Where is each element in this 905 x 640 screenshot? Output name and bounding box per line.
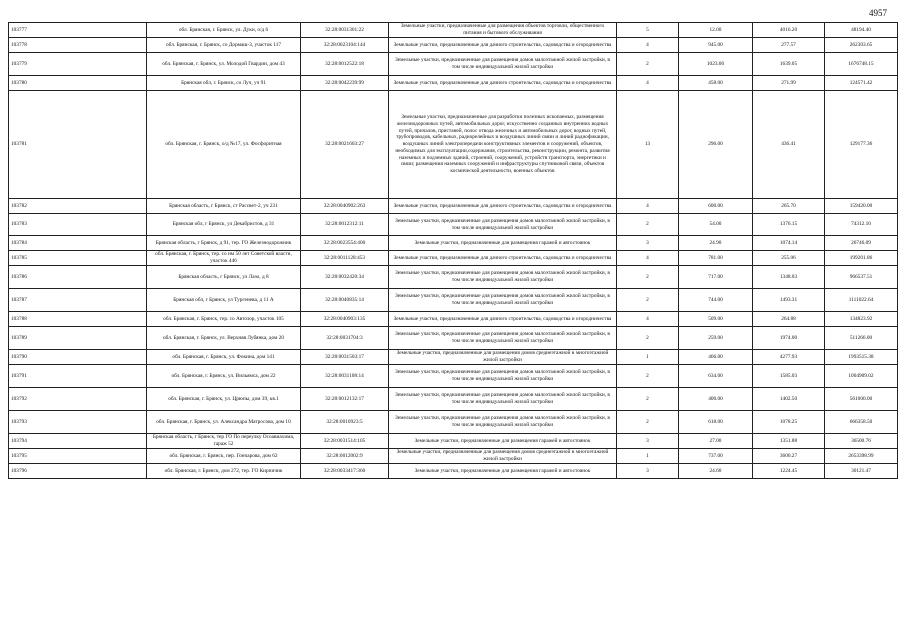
row-address: обл. Брянская, г. Брянск, ул. Александра Матросова, дом 10 (147, 411, 301, 434)
row-area: 744.00 (679, 289, 753, 312)
row-group: 2 (617, 289, 679, 312)
row-id: 103788 (9, 312, 147, 327)
row-address: обл. Брянская, г. Брянск, ул. Дуки, о/д 6 (147, 23, 301, 38)
row-group: 4 (617, 38, 679, 53)
row-id: 103783 (9, 214, 147, 236)
row-specific-value: 255.06 (753, 251, 825, 266)
table-row (9, 464, 898, 479)
row-cadastral-value: 30121.47 (825, 464, 898, 479)
row-id: 103782 (9, 199, 147, 214)
row-cadastral-value: 966537.51 (825, 266, 898, 289)
row-id: 103785 (9, 251, 147, 266)
row-cadastral-value: 26746.09 (825, 236, 898, 251)
row-area: 296.00 (679, 91, 753, 199)
row-id: 103777 (9, 23, 147, 38)
row-cadastral-number: 32:28:0032420:34 (301, 266, 389, 289)
row-cadastral-number: 32:28:0021603:27 (301, 91, 389, 199)
row-address: обл. Брянская, г. Брянск, о/д №17, ул. Фосфоритная (147, 91, 301, 199)
table-row (9, 53, 898, 76)
row-address: обл. Брянская, г. Брянск, дом 272, тер. ГО Кирпичик (147, 464, 301, 479)
row-area: 781.00 (679, 251, 753, 266)
table-row (9, 214, 898, 236)
row-cadastral-value: 134823.92 (825, 312, 898, 327)
row-land-use: Земельные участки, предназначенные для размещения гаражей и автостоянок (389, 464, 617, 479)
row-cadastral-number: 32:28:0031301:22 (301, 23, 389, 38)
row-cadastral-value: 1993515.38 (825, 350, 898, 365)
table-row (9, 91, 898, 199)
row-area: 1023.00 (679, 53, 753, 76)
row-specific-value: 271.99 (753, 76, 825, 91)
row-specific-value: 4277.93 (753, 350, 825, 365)
row-cadastral-value: 1676748.15 (825, 53, 898, 76)
row-specific-value: 1074.14 (753, 236, 825, 251)
table-row (9, 76, 898, 91)
row-area: 737.00 (679, 449, 753, 464)
row-cadastral-value: 159420.00 (825, 199, 898, 214)
row-land-use: Земельные участки, предназначенные для размещения домов среднеэтажной и многоэтажной жилой застройки (389, 449, 617, 464)
row-address: Брянская область, г Брянск, ул Лазо, д 8 (147, 266, 301, 289)
row-specific-value: 1078.25 (753, 411, 825, 434)
row-id: 103787 (9, 289, 147, 312)
row-land-use: Земельные участки, предназначенные для дачного строительства, садоводства и огородничества (389, 38, 617, 53)
row-group: 3 (617, 236, 679, 251)
row-cadastral-number: 32:28:0010923:5 (301, 411, 389, 434)
row-cadastral-value: 1111022.64 (825, 289, 898, 312)
row-cadastral-value: 666358.50 (825, 411, 898, 434)
row-area: 12.00 (679, 23, 753, 38)
row-cadastral-number: 32:28:0012522:18 (301, 53, 389, 76)
row-land-use: Земельные участки, предназначенные для размещения объектов торговли, общественного питания и бытового обслуживания (389, 23, 617, 38)
row-area: 717.00 (679, 266, 753, 289)
row-cadastral-value: 1004909.02 (825, 365, 898, 388)
row-address: обл. Брянская, г. Брянск, пер. Гончарова, дом 62 (147, 449, 301, 464)
row-area: 945.00 (679, 38, 753, 53)
row-specific-value: 4016.20 (753, 23, 825, 38)
table-row (9, 289, 898, 312)
row-land-use: Земельные участки, предназначенные для дачного строительства, садоводства и огородничества (389, 76, 617, 91)
row-specific-value: 1639.05 (753, 53, 825, 76)
row-land-use: Земельные участки, предназначенные для разработки полезных ископаемых, размещения железнодорожных путей, автомобильных дорог, искусственно созданных внутренних водных путей, причалов, пристаней, полос отвода железных и автомобильных дорог, водных путей, трубопроводов, кабельных, радиорелейных и воздушных линий связи и линий радиофикации, воздушных линий электропередачи конструктивных элементов и сооружений, объектов, необходимых для эксплуатации,содержания, строительства, реконструкции, ремонта, развития наземных и подземных зданий, строений, сооружений, устройств транспорта, энергетики и связи; размещения наземных сооружений и инфраструктуры спутниковой связи, объектов космической деятельности, военных объектов (389, 91, 617, 199)
row-area: 458.00 (679, 76, 753, 91)
row-id: 103784 (9, 236, 147, 251)
row-id: 103796 (9, 464, 147, 479)
row-group: 2 (617, 214, 679, 236)
row-group: 2 (617, 365, 679, 388)
row-area: 509.00 (679, 312, 753, 327)
table-row (9, 434, 898, 449)
row-area: 466.00 (679, 350, 753, 365)
row-id: 103794 (9, 434, 147, 449)
row-address: Брянская обл, г. Брянск, со Луч, уч 91 (147, 76, 301, 91)
row-cadastral-number: 32:28:0012132:17 (301, 388, 389, 411)
row-cadastral-value: 48194.40 (825, 23, 898, 38)
table-row (9, 236, 898, 251)
row-land-use: Земельные участки, предназначенные для размещения гаражей и автостоянок (389, 236, 617, 251)
row-specific-value: 1376.15 (753, 214, 825, 236)
row-group: 4 (617, 199, 679, 214)
row-id: 103779 (9, 53, 147, 76)
page-number: 4957 (869, 8, 887, 18)
row-cadastral-number: 32:28:0031503:17 (301, 350, 389, 365)
row-id: 103789 (9, 327, 147, 350)
row-cadastral-number: 32:28:0040902:263 (301, 199, 389, 214)
row-area: 400.00 (679, 388, 753, 411)
row-specific-value: 3600.27 (753, 449, 825, 464)
row-group: 2 (617, 388, 679, 411)
row-specific-value: 1351.88 (753, 434, 825, 449)
table-body (9, 23, 898, 479)
row-cadastral-number: 32:28:0031704:3 (301, 327, 389, 350)
row-address: обл. Брянская, г. Брянск, ул. Црюпы, дом 39, кв.1 (147, 388, 301, 411)
row-address: Брянская обл, г Брянск, ул Тургенева, д 11 А (147, 289, 301, 312)
row-cadastral-number: 32:28:0033417:360 (301, 464, 389, 479)
row-specific-value: 277.57 (753, 38, 825, 53)
row-specific-value: 1348.03 (753, 266, 825, 289)
row-specific-value: 265.70 (753, 199, 825, 214)
row-area: 259.00 (679, 327, 753, 350)
row-specific-value: 1493.31 (753, 289, 825, 312)
row-group: 2 (617, 53, 679, 76)
row-group: 4 (617, 76, 679, 91)
table-row (9, 388, 898, 411)
row-area: 618.00 (679, 411, 753, 434)
row-area: 24.60 (679, 464, 753, 479)
row-cadastral-value: 199201.86 (825, 251, 898, 266)
row-id: 103792 (9, 388, 147, 411)
table-row (9, 312, 898, 327)
row-land-use: Земельные участки, предназначенные для размещения домов малоэтажной жилой застройки, в том числе индивидуальной жилой застройки (389, 327, 617, 350)
row-cadastral-number: 32:28:0023554:400 (301, 236, 389, 251)
row-address: обл. Брянская, г. Брянск, со Дормаш-3, участок 117 (147, 38, 301, 53)
row-cadastral-number: 32:28:0042239:99 (301, 76, 389, 91)
row-group: 2 (617, 327, 679, 350)
row-cadastral-number: 32:28:0011128:453 (301, 251, 389, 266)
table-row (9, 449, 898, 464)
row-land-use: Земельные участки, предназначенные для размещения домов малоэтажной жилой застройки, в том числе индивидуальной жилой застройки (389, 53, 617, 76)
table-row (9, 251, 898, 266)
row-id: 103791 (9, 365, 147, 388)
row-id: 103780 (9, 76, 147, 91)
table-row (9, 365, 898, 388)
row-land-use: Земельные участки, предназначенные для размещения домов малоэтажной жилой застройки, в том числе индивидуальной жилой застройки (389, 266, 617, 289)
table-row (9, 266, 898, 289)
row-group: 4 (617, 312, 679, 327)
row-group: 5 (617, 23, 679, 38)
row-area: 600.00 (679, 199, 753, 214)
row-address: обл. Брянская, г. Брянск, тер. со Автозор, участок 105 (147, 312, 301, 327)
row-id: 103778 (9, 38, 147, 53)
row-group: 3 (617, 434, 679, 449)
row-specific-value: 436.41 (753, 91, 825, 199)
row-cadastral-number: 32:28:0031514:105 (301, 434, 389, 449)
row-group: 3 (617, 464, 679, 479)
row-specific-value: 1974.00 (753, 327, 825, 350)
table-row (9, 199, 898, 214)
table-row (9, 327, 898, 350)
row-cadastral-number: 32:28:0040903:135 (301, 312, 389, 327)
row-cadastral-number: 32:28:0012002:9 (301, 449, 389, 464)
row-cadastral-number: 32:28:0031108:14 (301, 365, 389, 388)
row-land-use: Земельные участки, предназначенные для размещения домов малоэтажной жилой застройки, в том числе индивидуальной жилой застройки (389, 289, 617, 312)
row-address: обл. Брянская, г. Брянск, ул. Вильямса, дом 22 (147, 365, 301, 388)
cadastral-value-table (8, 22, 898, 479)
row-specific-value: 1585.03 (753, 365, 825, 388)
row-land-use: Земельные участки, предназначенные для размещения домов малоэтажной жилой застройки, в том числе индивидуальной жилой застройки (389, 388, 617, 411)
row-address: Брянская обл, г Брянск, ул Декабристов, д 31 (147, 214, 301, 236)
row-land-use: Земельные участки, предназначенные для дачного строительства, садоводства и огородничества (389, 199, 617, 214)
row-land-use: Земельные участки, предназначенные для размещения домов малоэтажной жилой застройки, в том числе индивидуальной жилой застройки (389, 214, 617, 236)
row-area: 24.90 (679, 236, 753, 251)
row-area: 27.00 (679, 434, 753, 449)
row-cadastral-number: 32:28:0040835:14 (301, 289, 389, 312)
table-row (9, 350, 898, 365)
row-id: 103795 (9, 449, 147, 464)
row-cadastral-value: 129177.36 (825, 91, 898, 199)
row-id: 103781 (9, 91, 147, 199)
row-id: 103786 (9, 266, 147, 289)
row-land-use: Земельные участки, предназначенные для размещения гаражей и автостоянок (389, 434, 617, 449)
row-group: 1 (617, 449, 679, 464)
row-land-use: Земельные участки, предназначенные для дачного строительства, садоводства и огородничества (389, 251, 617, 266)
row-specific-value: 264.88 (753, 312, 825, 327)
row-cadastral-number: 32:28:0012312:11 (301, 214, 389, 236)
row-group: 2 (617, 411, 679, 434)
row-address: обл. Брянская, г. Брянск, ул. Молодой Гвардии, дом 43 (147, 53, 301, 76)
row-group: 4 (617, 251, 679, 266)
row-group: 13 (617, 91, 679, 199)
row-specific-value: 1224.45 (753, 464, 825, 479)
row-cadastral-value: 561000.00 (825, 388, 898, 411)
row-address: Брянская область, г Брянск, ст Рассвет-2, уч 231 (147, 199, 301, 214)
row-area: 54.00 (679, 214, 753, 236)
row-group: 2 (617, 266, 679, 289)
row-address: обл. Брянская, г. Брянск, ул. Фокина, дом 141 (147, 350, 301, 365)
row-address: обл. Брянская, г. Брянск, тер. со им 50 лет Советской власти, участок 446 (147, 251, 301, 266)
row-cadastral-number: 32:28:0023104:144 (301, 38, 389, 53)
row-group: 1 (617, 350, 679, 365)
row-address: обл. Брянская, г. Брянск, ул. Верхняя Лубянка, дом 20 (147, 327, 301, 350)
row-cadastral-value: 124571.42 (825, 76, 898, 91)
row-cadastral-value: 511266.00 (825, 327, 898, 350)
row-id: 103790 (9, 350, 147, 365)
table-row (9, 411, 898, 434)
table-wrapper (8, 22, 897, 479)
row-cadastral-value: 74312.10 (825, 214, 898, 236)
row-cadastral-value: 262303.65 (825, 38, 898, 53)
row-specific-value: 1402.50 (753, 388, 825, 411)
row-land-use: Земельные участки, предназначенные для размещения домов среднеэтажной и многоэтажной жилой застройки (389, 350, 617, 365)
row-address: Брянская область, г Брянск, тер ГО По переулку Осоавиахима, гараж 52 (147, 434, 301, 449)
row-id: 103793 (9, 411, 147, 434)
row-address: Брянская область, г Брянск, д 91, тер. ГО Железнодорожник (147, 236, 301, 251)
row-cadastral-value: 2653398.99 (825, 449, 898, 464)
table-row (9, 38, 898, 53)
row-area: 634.00 (679, 365, 753, 388)
row-cadastral-value: 36500.76 (825, 434, 898, 449)
row-land-use: Земельные участки, предназначенные для размещения домов малоэтажной жилой застройки, в том числе индивидуальной жилой застройки (389, 365, 617, 388)
row-land-use: Земельные участки, предназначенные для размещения домов малоэтажной жилой застройки, в том числе индивидуальной жилой застройки (389, 411, 617, 434)
table-row (9, 23, 898, 38)
row-land-use: Земельные участки, предназначенные для дачного строительства, садоводства и огородничества (389, 312, 617, 327)
